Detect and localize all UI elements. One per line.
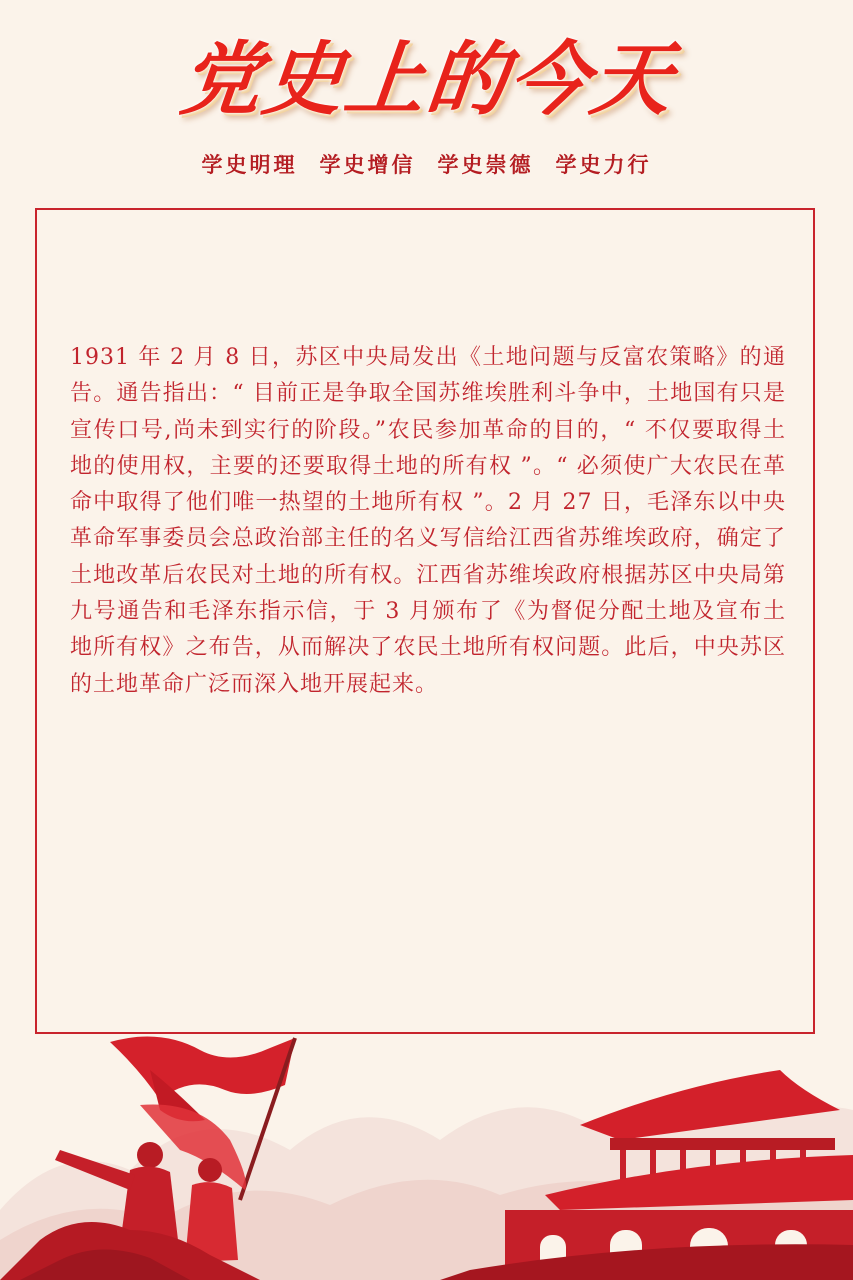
- decorative-scene: [0, 1030, 853, 1280]
- slogan-4: 学史力行: [555, 153, 652, 177]
- title-banner: [0, 30, 853, 130]
- page-title: 党史上的今天: [175, 33, 678, 126]
- slogan-1: 学史明理: [201, 153, 298, 177]
- slogan-bar: [0, 149, 853, 183]
- slogan-3: 学史崇德: [437, 153, 534, 177]
- slogan-2: 学史增信: [319, 153, 416, 177]
- article-paragraph: 1931 年 2 月 8 日，苏区中央局发出《土地问题与反富农策略》的通告。通告指出：“ 目前正是争取全国苏维埃胜利斗争中，土地国有只是宣传口号,尚未到实行的阶段。”农民参加革命的目的，“ 不仅要取得土地的使用权，主要的还要取得土地的所有权 ”。“ 必须使广大农民在革命中取得了他们唯一热望的土地所有权 ”。2 月 27 日，毛泽东以中央革命军事委员会总政治部主任的名义写信给江西省苏维埃政府，确定了土地改革后农民对土地的所有权。江西省苏维埃政府根据苏区中央局第九号通告和毛泽东指示信，于 3 月颁布了《为督促分配土地及宣布土地所有权》之布告，从而解决了农民土地所有权问题。此后，中央苏区的土地革命广泛而深入地开展起来。: [70, 345, 786, 697]
